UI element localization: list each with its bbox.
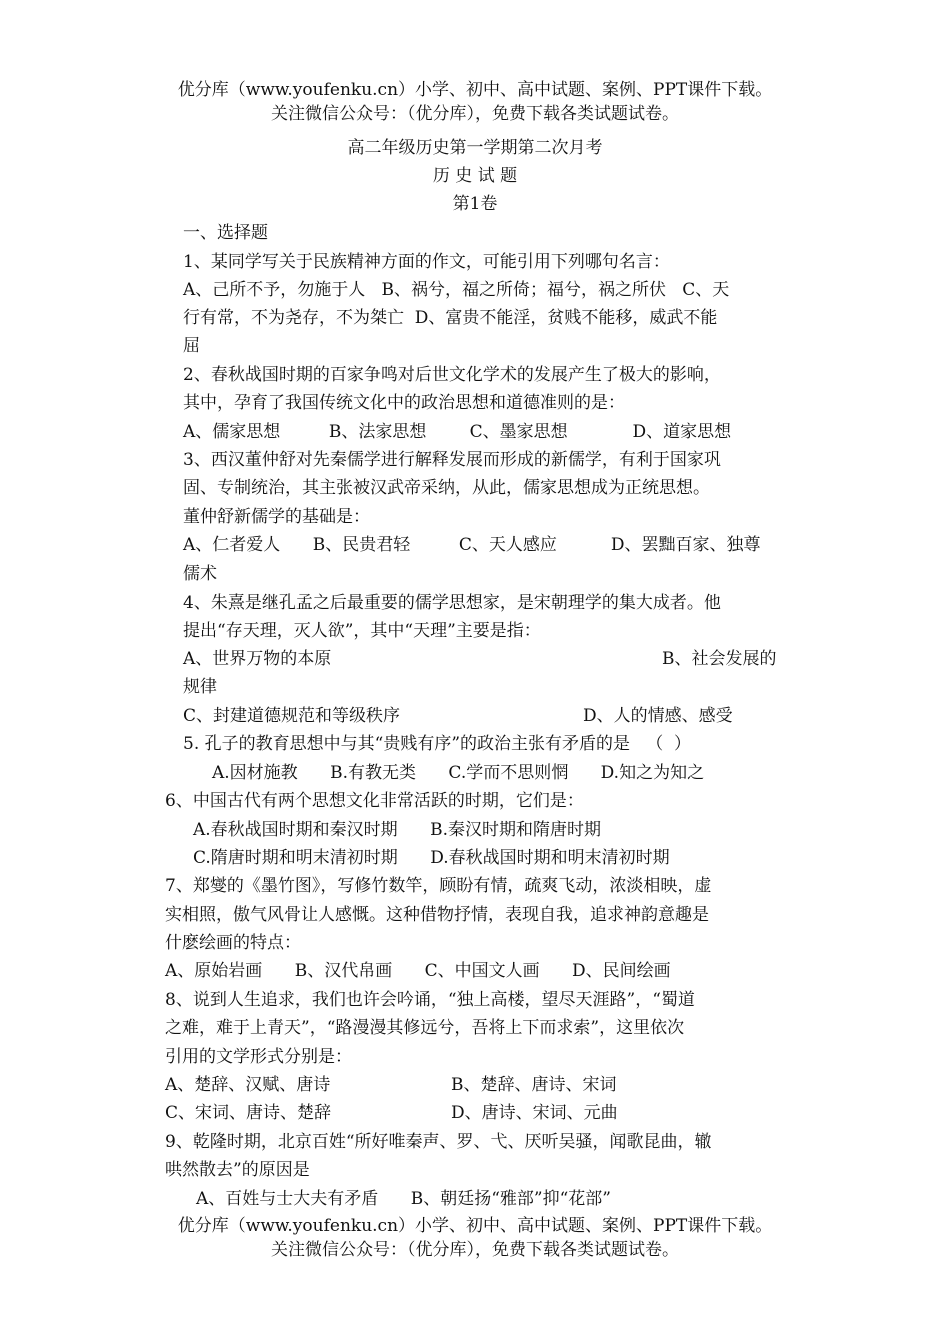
question-4: 4、朱熹是继孔孟之后最重要的儒学思想家，是宋朝理学的集大成者。他 [183,593,721,613]
question-8-option-d: D、唐诗、宋词、元曲 [451,1103,618,1123]
question-8-option-a: A、楚辞、汉赋、唐诗 [165,1075,331,1095]
question-7-stem: 什麽绘画的特点： [165,933,301,953]
question-8-option-b: B、楚辞、唐诗、宋词 [451,1075,617,1095]
question-6-options-cd: C.隋唐时期和明末清初时期 D.春秋战国时期和明末清初时期 [193,848,670,868]
question-3: 3、西汉董仲舒对先秦儒学进行解释发展而形成的新儒学，有利于国家巩 [183,450,721,470]
question-9: 9、乾隆时期，北京百姓“所好唯秦声、罗、弋、厌听吴骚，闻歌昆曲，辙 [165,1132,712,1152]
question-4-option-a: A、世界万物的本原 [183,649,332,669]
header-line-1: 优分库（www.youfenku.cn）小学、初中、高中试题、案例、PPT课件下载。 [177,80,773,100]
question-3-stem: 董仲舒新儒学的基础是： [183,507,370,527]
question-2-options: A、儒家思想 B、法家思想 C、墨家思想 D、道家思想 [183,422,732,442]
question-1-options: A、己所不予，勿施于人 B、祸兮，福之所倚；福兮，祸之所伏 C、天 [183,280,730,300]
question-3-cont: 固、专制统治，其主张被汉武帝采纳，从此，儒家思想成为正统思想。 [183,478,710,498]
question-3-options-end: 儒术 [183,564,217,584]
question-4-cont: 提出“存天理，灭人欲”，其中“天理”主要是指： [183,621,541,641]
question-7-options: A、原始岩画 B、汉代帛画 C、中国文人画 D、民间绘画 [165,961,671,981]
question-3-options: A、仁者爱人 B、民贵君轻 C、天人感应 D、罢黜百家、独尊 [183,535,761,555]
question-5: 5. 孔子的教育思想中与其“贵贱有序”的政治主张有矛盾的是 （ ） [183,734,692,754]
question-5-options: A.因材施教 B.有教无类 C.学而不思则惘 D.知之为知之 [212,763,705,783]
section-heading: 一、选择题 [183,223,268,243]
exam-title: 高二年级历史第一学期第二次月考 [347,138,603,158]
question-4-option-d: D、人的情感、感受 [583,706,733,726]
question-6: 6、中国古代有两个思想文化非常活跃的时期，它们是： [165,791,584,811]
subject-title: 历 史 试 题 [432,166,518,186]
question-7: 7、郑燮的《墨竹图》，写修竹数竿，顾盼有情，疏爽飞动，浓淡相映，虚 [165,876,712,896]
question-1: 1、某同学写关于民族精神方面的作文，可能引用下列哪句名言： [183,252,670,272]
question-4-option-b-end: 规律 [183,677,217,697]
footer-line-2: 关注微信公众号：（优分库），免费下载各类试题试卷。 [271,1240,679,1260]
question-7-cont: 实相照，傲气风骨让人感慨。这种借物抒情，表现自我，追求神韵意趣是 [165,905,709,925]
question-2-cont: 其中，孕育了我国传统文化中的政治思想和道德准则的是： [183,393,625,413]
volume-title: 第1卷 [452,194,498,214]
footer-line-1: 优分库（www.youfenku.cn）小学、初中、高中试题、案例、PPT课件下载。 [177,1216,773,1236]
question-6-options-ab: A.春秋战国时期和秦汉时期 B.秦汉时期和隋唐时期 [193,820,601,840]
header-line-2: 关注微信公众号：（优分库），免费下载各类试题试卷。 [271,104,679,124]
question-4-option-c: C、封建道德规范和等级秩序 [183,706,401,726]
question-8-cont: 之难，难于上青天”，“路漫漫其修远兮，吾将上下而求索”，这里依次 [165,1018,685,1038]
question-8-option-c: C、宋词、唐诗、楚辞 [165,1103,332,1123]
question-2: 2、春秋战国时期的百家争鸣对后世文化学术的发展产生了极大的影响， [183,365,721,385]
question-9-cont: 哄然散去”的原因是 [165,1160,310,1180]
question-9-options: A、百姓与士大夫有矛盾 B、朝廷扬“雅部”抑“花部” [196,1189,611,1209]
question-4-option-b: B、社会发展的 [662,649,777,669]
question-8-stem: 引用的文学形式分别是： [165,1047,352,1067]
question-1-options-cont: 行有常，不为尧存，不为桀亡 D、富贵不能淫，贫贱不能移，威武不能 [183,308,718,328]
question-1-options-end: 屈 [183,336,200,356]
question-8: 8、说到人生追求，我们也许会吟诵，“独上高楼，望尽天涯路”，“蜀道 [165,990,695,1010]
